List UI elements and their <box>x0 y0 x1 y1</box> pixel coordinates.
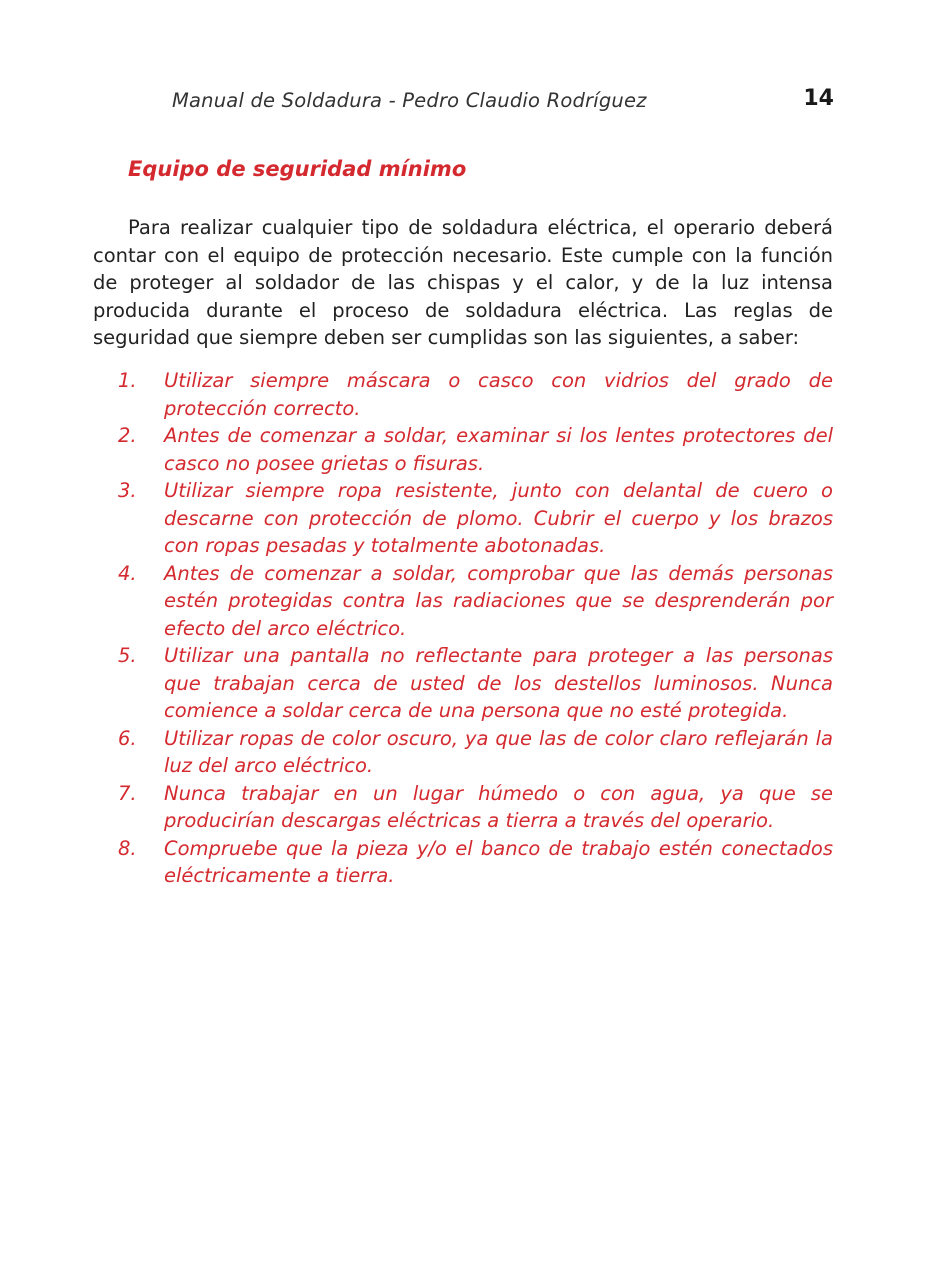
list-item-text: Utilizar ropas de color oscuro, ya que las de color claro reflejarán la luz del arco eléctrico. <box>164 726 833 777</box>
safety-rules-list <box>118 367 833 890</box>
list-item-number: 8. <box>118 836 137 860</box>
list-item <box>118 642 833 725</box>
list-item <box>118 725 833 780</box>
intro-paragraph: Para realizar cualquier tipo de soldadura eléctrica, el operario deberá contar con el equipo de protección necesario. Este cumple con la función de proteger al soldador de las chispas y el calor, y de la luz intensa producida durante el proceso de soldadura eléctrica. Las reglas de seguridad que siempre deben ser cumplidas son las siguientes, a saber: <box>93 216 833 349</box>
list-item-number: 7. <box>118 781 137 805</box>
list-item-text: Utilizar siempre ropa resistente, junto con delantal de cuero o descarne con protección de plomo. Cubrir el cuerpo y los brazos con ropas pesadas y totalmente abotonadas. <box>164 479 833 557</box>
list-item <box>118 560 833 643</box>
section-title: Equipo de seguridad mínimo <box>128 157 467 181</box>
list-item <box>118 835 833 890</box>
page-number: 14 <box>803 86 834 111</box>
list-item <box>118 422 833 477</box>
list-item-text: Antes de comenzar a soldar, examinar si los lentes protectores del casco no posee grietas o fisuras. <box>164 424 833 475</box>
list-item-text: Compruebe que la pieza y/o el banco de trabajo estén conectados eléctricamente a tierra. <box>164 836 833 887</box>
list-item-number: 1. <box>118 369 137 392</box>
list-item-text: Nunca trabajar en un lugar húmedo o con agua, ya que se producirían descargas eléctricas a tierra a través del operario. <box>164 781 833 832</box>
list-item-text: Utilizar una pantalla no reflectante para proteger a las personas que trabajan cerca de usted de los destellos luminosos. Nunca comience a soldar cerca de una persona que no esté protegida. <box>164 644 833 722</box>
list-item-number: 2. <box>118 424 137 447</box>
list-item-number: 6. <box>118 726 137 750</box>
page-header <box>172 86 834 116</box>
list-item-text: Utilizar siempre máscara o casco con vidrios del grado de protección correcto. <box>164 369 833 420</box>
list-item-number: 4. <box>118 561 137 585</box>
list-item-text: Antes de comenzar a soldar, comprobar que las demás personas estén protegidas contra las radiaciones que se desprenderán por efecto del arco eléctrico. <box>164 561 833 640</box>
list-item-number: 3. <box>118 479 137 502</box>
list-item-number: 5. <box>118 644 137 667</box>
list-item <box>118 780 833 835</box>
list-item <box>118 477 833 560</box>
list-item <box>118 367 833 422</box>
running-header-title: Manual de Soldadura - Pedro Claudio Rodríguez <box>172 89 647 112</box>
